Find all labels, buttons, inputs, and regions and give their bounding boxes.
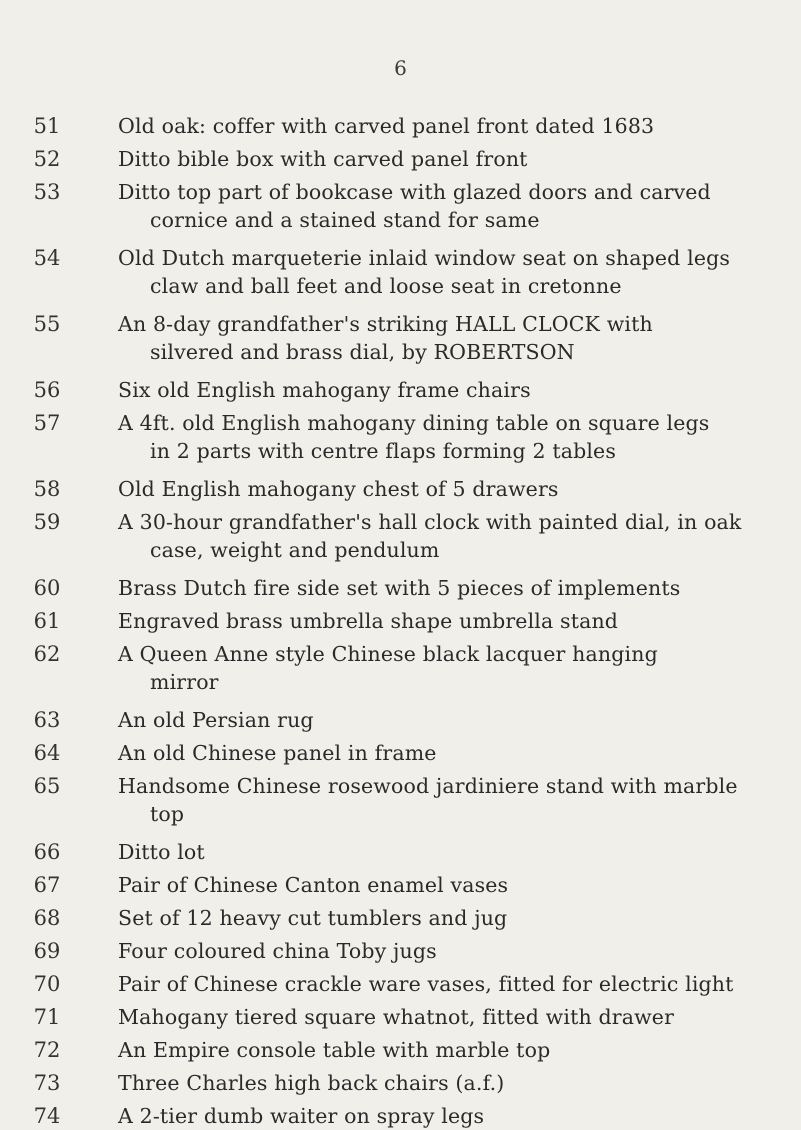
lot-description: [118, 1102, 783, 1130]
lot-description-continuation: top: [150, 802, 185, 826]
lot-number: 56: [33, 378, 61, 402]
lot-description-continuation: silvered and brass dial, by ROBERTSON: [150, 340, 575, 364]
lot-description: [118, 739, 783, 767]
lot-description: [118, 145, 783, 173]
lot-number: 54: [33, 246, 61, 270]
lot-description-line: Brass Dutch fire side set with 5 pieces of implements: [118, 576, 681, 600]
lot-description-line: A 2-tier dumb waiter on spray legs: [118, 1104, 485, 1128]
lot-description: [118, 640, 783, 696]
lot-description: [118, 376, 783, 404]
lot-number: 62: [33, 642, 61, 666]
lot-number: 67: [33, 873, 61, 897]
lot-number: 58: [33, 477, 61, 501]
lot-description: [118, 310, 783, 366]
lot-description-line: Pair of Chinese crackle ware vases, fitted for electric light: [118, 972, 734, 996]
lot-description: [118, 1036, 783, 1064]
lot-description-line: Ditto top part of bookcase with glazed doors and carved: [118, 180, 711, 204]
lot-description: [118, 574, 783, 602]
lot-description-continuation: cornice and a stained stand for same: [150, 208, 540, 232]
lot-description-line: An old Persian rug: [118, 708, 314, 732]
lot-number: 61: [33, 609, 61, 633]
lot-number: 57: [33, 411, 61, 435]
lot-description-line: Mahogany tiered square whatnot, fitted with drawer: [118, 1005, 675, 1029]
lot-number: 71: [33, 1005, 61, 1029]
lot-number: 63: [33, 708, 61, 732]
lot-description: [118, 178, 783, 234]
lot-description-line: A 30-hour grandfather's hall clock with painted dial, in oak: [118, 510, 742, 534]
lot-number: 60: [33, 576, 61, 600]
lot-number: 74: [33, 1104, 61, 1128]
lot-description: [118, 1069, 783, 1097]
lot-description: [118, 871, 783, 899]
lot-description: [118, 508, 783, 564]
lot-description-line: Ditto lot: [118, 840, 205, 864]
lot-description-continuation: mirror: [150, 670, 219, 694]
lot-number: 70: [33, 972, 61, 996]
lot-description-line: A 4ft. old English mahogany dining table on square legs: [118, 411, 710, 435]
lot-number: 51: [33, 114, 61, 138]
lot-description-line: Pair of Chinese Canton enamel vases: [118, 873, 509, 897]
lot-number: 72: [33, 1038, 61, 1062]
lot-number: 73: [33, 1071, 61, 1095]
lot-number: 53: [33, 180, 61, 204]
lot-number: 65: [33, 774, 61, 798]
lot-description-line: An old Chinese panel in frame: [118, 741, 437, 765]
lot-description: [118, 475, 783, 503]
lot-description: [118, 937, 783, 965]
lot-description-line: Old oak: coffer with carved panel front dated 1683: [118, 114, 655, 138]
lot-description: [118, 904, 783, 932]
lot-description-line: Handsome Chinese rosewood jardiniere stand with marble: [118, 774, 738, 798]
lot-description-continuation: in 2 parts with centre flaps forming 2 tables: [150, 439, 617, 463]
lot-description: [118, 706, 783, 734]
lot-description: [118, 838, 783, 866]
page-number: 6: [394, 56, 407, 80]
lot-description: [118, 970, 783, 998]
lot-description: [118, 244, 783, 300]
lot-number: 64: [33, 741, 61, 765]
lot-description-line: A Queen Anne style Chinese black lacquer hanging: [118, 642, 658, 666]
lot-description-line: Old English mahogany chest of 5 drawers: [118, 477, 559, 501]
lot-description-line: Engraved brass umbrella shape umbrella stand: [118, 609, 619, 633]
lot-description: [118, 1003, 783, 1031]
lot-description-line: Old Dutch marqueterie inlaid window seat on shaped legs: [118, 246, 731, 270]
lot-number: 69: [33, 939, 61, 963]
lot-description: [118, 112, 783, 140]
lot-description-line: Ditto bible box with carved panel front: [118, 147, 528, 171]
lot-description-line: An 8-day grandfather's striking HALL CLOCK with: [118, 312, 653, 336]
lot-description-line: An Empire console table with marble top: [118, 1038, 551, 1062]
lot-description: [118, 772, 783, 828]
lot-description-continuation: claw and ball feet and loose seat in cretonne: [150, 274, 622, 298]
lot-number: 52: [33, 147, 61, 171]
lot-description: [118, 607, 783, 635]
lot-description-line: Three Charles high back chairs (a.f.): [118, 1071, 505, 1095]
lot-number: 59: [33, 510, 61, 534]
lot-number: 55: [33, 312, 61, 336]
lot-description-line: Four coloured china Toby jugs: [118, 939, 437, 963]
lot-description-continuation: case, weight and pendulum: [150, 538, 440, 562]
lot-number: 66: [33, 840, 61, 864]
lot-description: [118, 409, 783, 465]
lot-description-line: Set of 12 heavy cut tumblers and jug: [118, 906, 508, 930]
lot-description-line: Six old English mahogany frame chairs: [118, 378, 531, 402]
lot-number: 68: [33, 906, 61, 930]
